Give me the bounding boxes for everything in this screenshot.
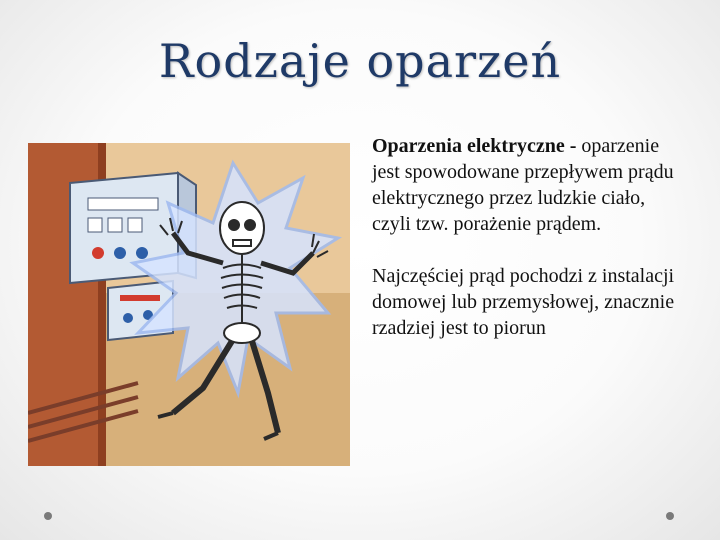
paragraph-1-body: oparzenie jest spowodowane przepływem prądu elektrycznego przez ludzkie ciało, czyli tzw. porażenie prądem.	[372, 135, 674, 235]
paragraph-2-body: Najczęściej prąd pochodzi z instalacji domowej lub przemysłowej, znacznie rzadziej jest to piorun	[372, 265, 675, 339]
illustration-svg	[28, 143, 350, 466]
paragraph-1	[372, 133, 682, 237]
slide-title: Rodzaje oparzeń	[158, 34, 562, 88]
paragraph-1-lead: Oparzenia elektryczne -	[372, 135, 577, 157]
text-content	[372, 133, 682, 341]
paragraph-2	[372, 263, 682, 341]
bottom-right-dot-icon	[666, 512, 674, 520]
electrocuted-skeleton-illustration	[28, 143, 350, 466]
bottom-left-dot-icon	[44, 512, 52, 520]
